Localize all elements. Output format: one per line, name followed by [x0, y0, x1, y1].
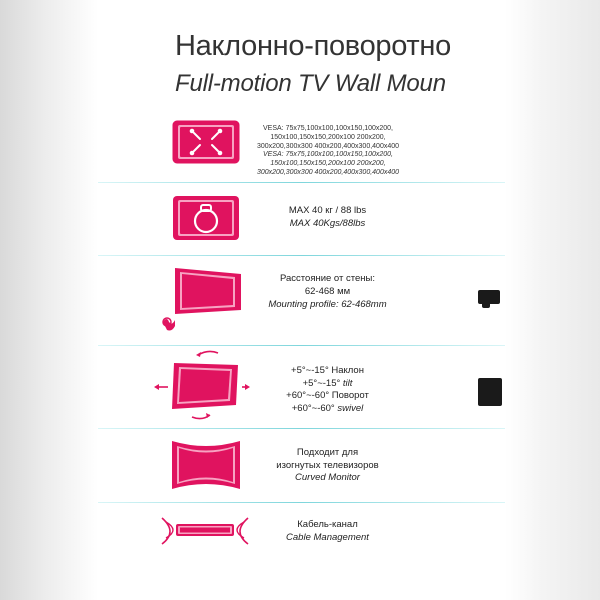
tilt-en-line	[245, 378, 410, 391]
max-load-text	[245, 204, 410, 230]
profile-text	[245, 272, 410, 311]
max-load-en: MAX 40Kgs/88lbs	[289, 218, 366, 229]
cable-ru: Кабель-канал	[297, 519, 358, 530]
vesa-line: 150x100,150x150,200x100 200x200,	[270, 160, 386, 168]
cable-management-icon	[160, 512, 250, 548]
curved-text	[245, 447, 410, 485]
weight-icon	[170, 193, 242, 243]
curved-ru-2: изогнутых телевизоров	[276, 459, 379, 471]
vesa-line: 300x200,300x300 400x200,400x300,400x400	[256, 168, 400, 176]
tilt-swivel-icon	[150, 345, 250, 425]
curved-en: Curved Monitor	[295, 472, 360, 483]
swivel-en-line	[245, 403, 410, 416]
tilt-en-value: +5°~-15°	[302, 377, 341, 389]
background-right	[505, 0, 600, 600]
tilt-ru: +5°~-15° Наклон	[291, 365, 364, 376]
motion-text	[245, 365, 410, 415]
swivel-en-value: +60°~-60°	[291, 402, 335, 414]
divider	[98, 502, 505, 503]
divider	[98, 255, 505, 256]
profile-en: Mounting profile: 62-468mm	[268, 299, 387, 310]
profile-ru-value: 62-468 мм	[304, 286, 351, 297]
divider	[98, 182, 505, 183]
vesa-line: 300x200,300x300 400x200,400x300,400x400	[256, 142, 400, 150]
cable-text	[245, 518, 410, 544]
background-left	[0, 0, 98, 600]
curved-tv-icon	[168, 437, 244, 493]
wall-distance-icon	[155, 262, 245, 338]
vesa-line: 150x100,150x150,200x100 200x200,	[270, 133, 386, 141]
vesa-line: VESA: 75x75,100x100,100x150,100x200,	[263, 125, 393, 132]
vesa-specs	[248, 125, 408, 178]
bracket-upper-tab	[482, 302, 490, 308]
swivel-ru: +60°~-60° Поворот	[286, 390, 369, 401]
profile-ru-label: Расстояние от стены:	[279, 273, 375, 284]
curved-ru-1: Подходит для	[296, 447, 359, 458]
title-russian: Наклонно-поворотно	[175, 30, 451, 62]
max-load-ru: MAX 40 кг / 88 lbs	[288, 205, 367, 216]
title-english: Full-motion TV Wall Moun	[175, 70, 446, 97]
vesa-pattern-icon	[170, 118, 242, 166]
bracket-lower	[478, 378, 502, 406]
cable-en: Cable Management	[286, 532, 369, 543]
vesa-line: VESA: 75x75,100x100,100x150,100x200,	[263, 151, 393, 159]
tilt-en: tilt	[342, 377, 353, 389]
swivel-en: swivel	[337, 402, 364, 414]
divider	[98, 428, 505, 429]
